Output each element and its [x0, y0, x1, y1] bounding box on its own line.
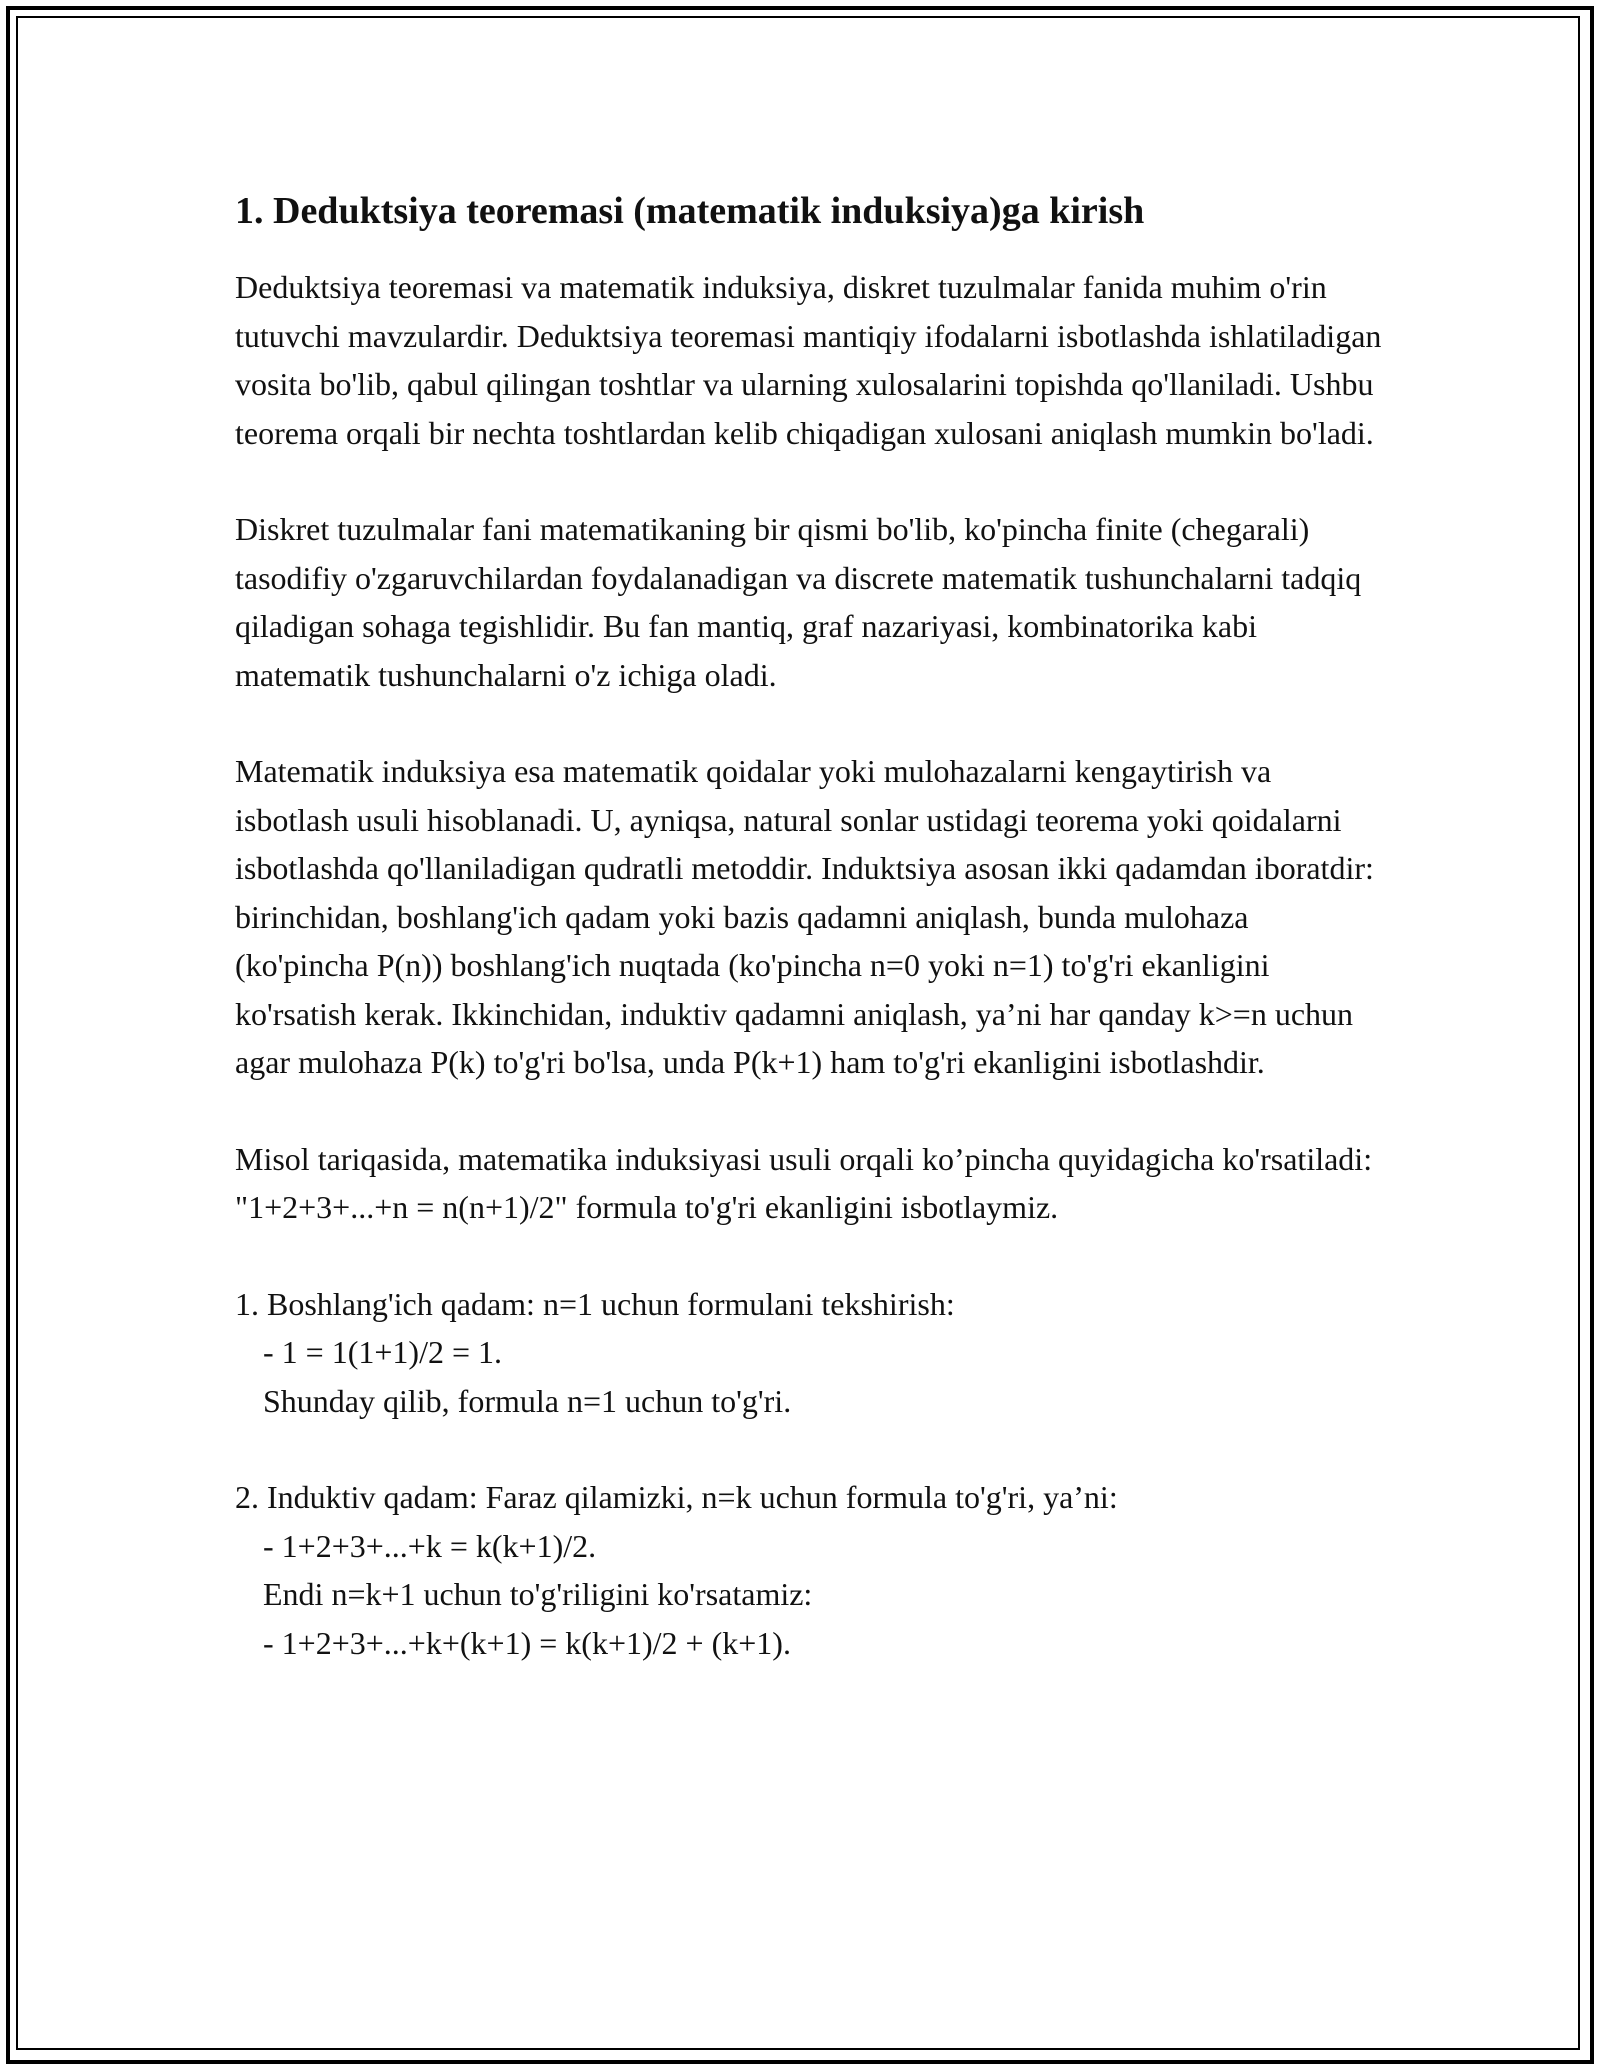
step-inductive	[235, 1473, 1385, 1667]
paragraph-example: Misol tariqasida, matematika induksiyasi usuli orqali ko’pincha quyidagicha ko'rsatiladi: "1+2+3+...+n = n(n+1)/2" formula to'g'ri ekanligini isbotlaymiz.	[235, 1140, 1373, 1225]
step-base-line: - 1 = 1(1+1)/2 = 1.	[263, 1334, 502, 1370]
paragraph-intro: Deduktsiya teoremasi va matematik induksiya, diskret tuzulmalar fanida muhim o'rin tutuvchi mavzulardir. Deduktsiya teoremasi mantiqiy ifodalarni isbotlashda ishlatiladigan vosita bo'lib, qabul qilingan toshtlar va ularning xulosalarini topishda qo'llaniladi. Ushbu teorema orqali bir nechta toshtlardan kelib chiqadigan xulosani aniqlash mumkin bo'ladi.	[235, 269, 1382, 451]
document-body	[235, 185, 1385, 1715]
document-title: 1. Deduktsiya teoremasi (matematik induksiya)ga kirish	[235, 190, 1145, 232]
step-inductive-line: Endi n=k+1 uchun to'g'riligini ko'rsatamiz:	[263, 1576, 813, 1612]
step-base-case	[235, 1280, 1385, 1426]
paragraph-induction: Matematik induksiya esa matematik qoidalar yoki mulohazalarni kengaytirish va isbotlash usuli hisoblanadi. U, ayniqsa, natural sonlar ustidagi teorema yoki qoidalarni isbotlashda qo'llaniladigan qudratli metoddir. Induktsiya asosan ikki qadamdan iboratdir: birinchidan, boshlang'ich qadam yoki bazis qadamni aniqlash, bunda mulohaza (ko'pincha P(n)) boshlang'ich nuqtada (ko'pincha n=0 yoki n=1) to'g'ri ekanligini ko'rsatish kerak. Ikkinchidan, induktiv qadamni aniqlash, ya’ni har qanday k>=n uchun agar mulohaza P(k) to'g'ri bo'lsa, unda P(k+1) ham to'g'ri ekanligini isbotlashdir.	[235, 753, 1374, 1080]
step-inductive-heading: 2. Induktiv qadam: Faraz qilamizki, n=k uchun formula to'g'ri, ya’ni:	[235, 1479, 1118, 1515]
step-inductive-line: - 1+2+3+...+k = k(k+1)/2.	[263, 1527, 597, 1564]
step-base-heading: 1. Boshlang'ich qadam: n=1 uchun formulani tekshirish:	[235, 1285, 955, 1322]
step-base-line: Shunday qilib, formula n=1 uchun to'g'ri.	[263, 1382, 792, 1419]
step-inductive-line: - 1+2+3+...+k+(k+1) = k(k+1)/2 + (k+1).	[263, 1624, 791, 1661]
paragraph-discrete-structures: Diskret tuzulmalar fani matematikaning bir qismi bo'lib, ko'pincha finite (chegarali) tasodifiy o'zgaruvchilardan foydalanadigan va discrete matematik tushunchalarni tadqiq qiladigan sohaga tegishlidir. Bu fan mantiq, graf nazariyasi, kombinatorika kabi matematik tushunchalarni o'z ichiga oladi.	[235, 511, 1362, 693]
